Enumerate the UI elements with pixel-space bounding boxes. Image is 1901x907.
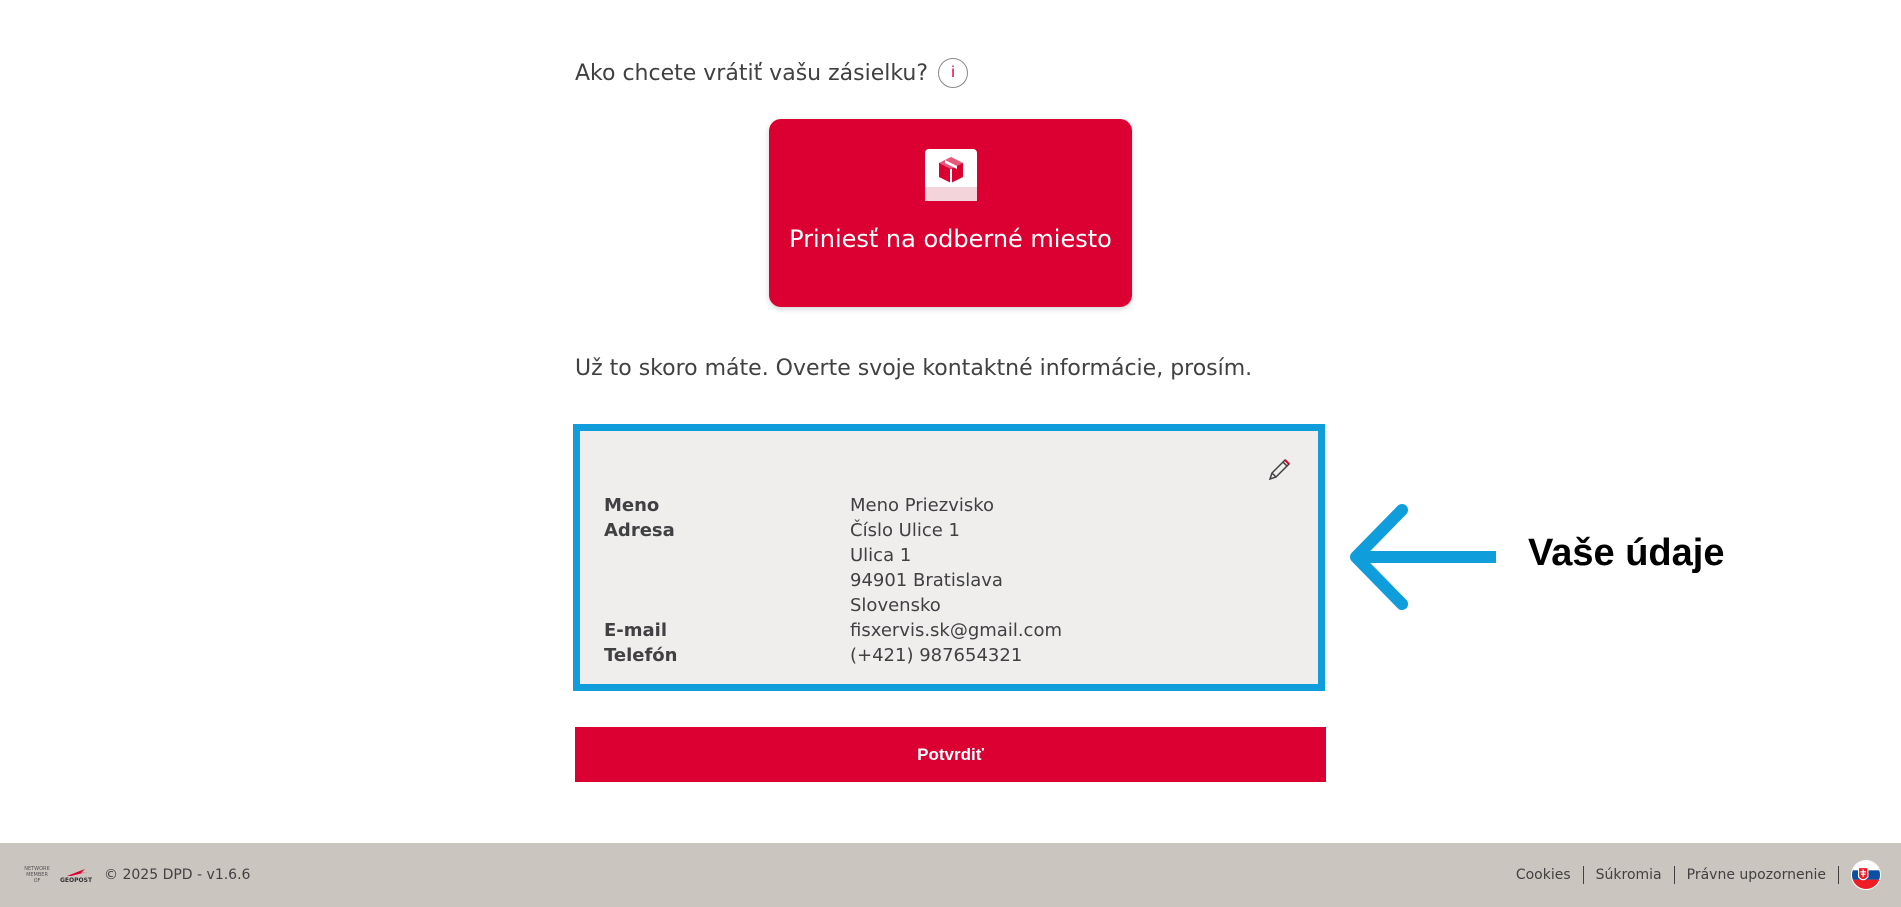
email-label: E-mail — [604, 620, 668, 641]
annotation-label: Vaše údaje — [1528, 532, 1725, 574]
address-line: Ulica 1 — [850, 545, 912, 566]
name-value-line: Meno Priezvisko — [850, 495, 995, 516]
copyright-text: © 2025 DPD - v1.6.6 — [104, 867, 251, 883]
annotation-arrow-icon — [1346, 502, 1501, 612]
email-value — [850, 618, 1062, 643]
return-question-text: Ako chcete vrátiť vašu zásielku? — [575, 60, 929, 86]
dropoff-option-card[interactable] — [769, 119, 1132, 307]
address-line: Číslo Ulice 1 — [850, 520, 961, 541]
name-label: Meno — [604, 495, 660, 516]
address-line: Slovensko — [850, 595, 941, 616]
geopost-logo — [60, 867, 92, 884]
geopost-mark-icon — [63, 867, 89, 877]
slovak-flag-icon[interactable] — [1851, 860, 1881, 890]
footer-link-privacy[interactable]: Súkromia — [1584, 866, 1675, 884]
email-value-line: fisxervis.sk@gmail.com — [850, 620, 1063, 641]
contact-row-name — [604, 493, 1062, 518]
contact-subheading: Už to skoro máte. Overte svoje kontaktné informácie, prosím. — [575, 356, 1253, 381]
footer-link-legal[interactable]: Právne upozornenie — [1675, 866, 1839, 884]
footer-brand — [22, 866, 250, 884]
name-value — [850, 493, 994, 518]
pencil-icon[interactable] — [1264, 455, 1294, 485]
phone-value-line: (+421) 987654321 — [850, 645, 1023, 666]
dropoff-option-label: Priniesť na odberné miesto — [789, 225, 1112, 253]
contact-row-email — [604, 618, 1062, 643]
footer-links — [1504, 843, 1881, 907]
address-line: 94901 Bratislava — [850, 570, 1003, 591]
contact-rows — [604, 493, 1062, 668]
footer — [0, 843, 1901, 907]
address-value — [850, 518, 1003, 618]
confirm-button[interactable]: Potvrdiť — [575, 727, 1326, 782]
parcel-box-icon — [923, 147, 979, 203]
footer-link-cookies[interactable]: Cookies — [1504, 866, 1584, 884]
contact-info-box — [573, 424, 1325, 691]
contact-row-address — [604, 518, 1062, 618]
return-question — [575, 58, 968, 88]
phone-label: Telefón — [604, 645, 678, 666]
info-icon[interactable]: i — [938, 58, 968, 88]
phone-value — [850, 643, 1022, 668]
contact-row-phone — [604, 643, 1062, 668]
network-logo: NETWORK MEMBER OF — [24, 866, 50, 884]
geopost-text: GEOPOST — [60, 876, 93, 884]
address-label: Adresa — [604, 520, 675, 541]
